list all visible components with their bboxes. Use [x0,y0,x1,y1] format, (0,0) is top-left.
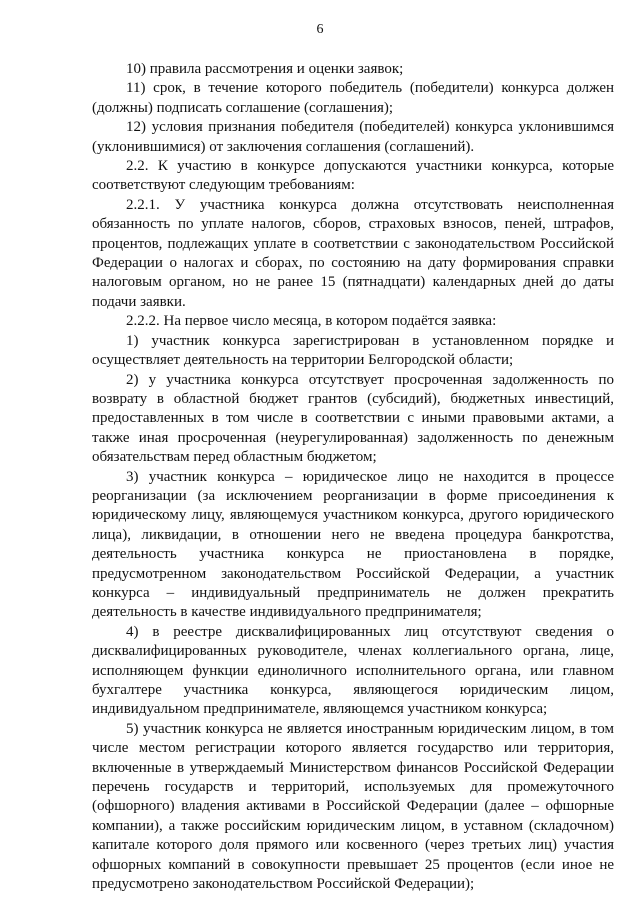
paragraph-item-11: 11) срок, в течение которого победитель (победители) конкурса должен (должны) подписать соглашение (соглашения); [92,80,614,116]
paragraph-req-1: 1) участник конкурса зарегистрирован в установленном порядке и осуществляет деятельность на территории Белгородской области; [92,332,614,369]
paragraph-req-5: 5) участник конкурса не является иностранным юридическим лицом, в том числе местом регистрации которого является государство или территория, включенные в утверждаемый Министерством финансов Российской Федерации перечень государств и территорий, используемых для промежуточного (офшорного) владения активами в Российской Федерации (далее – офшорные компании), а также российским юридическим лицом, в уставном (складочном) капитале которого доля прямого или косвенного (через третьих лиц) участия офшорных компаний в совокупности превышает 25 процентов (если иное не предусмотрено законодательством Российской Федерации); [92,720,614,893]
paragraph-2-2-2: 2.2.2. На первое число месяца, в котором подаётся заявка: [126,313,497,330]
paragraph-req-3: 3) участник конкурса – юридическое лицо не находится в процессе реорганизации (за исключением реорганизации в форме присоединения к юридическому лицу, являющемуся участником конкурса, другого юридического лица), ликвидации, в отношении него не введена процедура банкротства, деятельность участника конкурса не приостановлена в порядке, предусмотренном законодательством Российской Федерации, а участник конкурса – индивидуальный предприниматель не должен прекратить деятельность в качестве индивидуального предпринимателя; [92,468,614,621]
paragraph-item-10: 10) правила рассмотрения и оценки заявок; [126,61,404,77]
paragraph-2-2-1: 2.2.1. У участника конкурса должна отсутствовать неисполненная обязанность по уплате налогов, сборов, страховых взносов, пеней, штрафов, процентов, подлежащих уплате в соответствии с законодательством Российской Федерации о налогах и сборах, по состоянию на дату формирования справки налоговым органом, но не ранее 15 (пятнадцати) календарных дней до даты подачи заявки. [92,196,614,310]
paragraph-item-12: 12) условия признания победителя (победителей) конкурса уклонившимся (уклонившимися) от заключения соглашения (соглашений). [92,119,614,155]
paragraph-2-2: 2.2. К участию в конкурсе допускаются участники конкурса, которые соответствуют следующим требованиям: [92,158,614,194]
paragraph-req-4: 4) в реестре дисквалифицированных лиц отсутствуют сведения о дисквалифицированных руководителе, членах коллегиального органа, лице, исполняющем функции единоличного исполнительного органа, или главном бухгалтере участника конкурса, являющегося юридическим лицом, индивидуальном предпринимателе, являющемся участником конкурса; [92,623,614,718]
paragraph-req-2: 2) у участника конкурса отсутствует просроченная задолженность по возврату в областной бюджет грантов (субсидий), бюджетных инвестиций, предоставленных в том числе в соответствии с иными правовыми актами, а также иная просроченная (неурегулированная) задолженность по денежным обязательствам перед областным бюджетом; [92,371,614,466]
page-number: 6 [316,22,324,37]
document-body [92,60,614,894]
